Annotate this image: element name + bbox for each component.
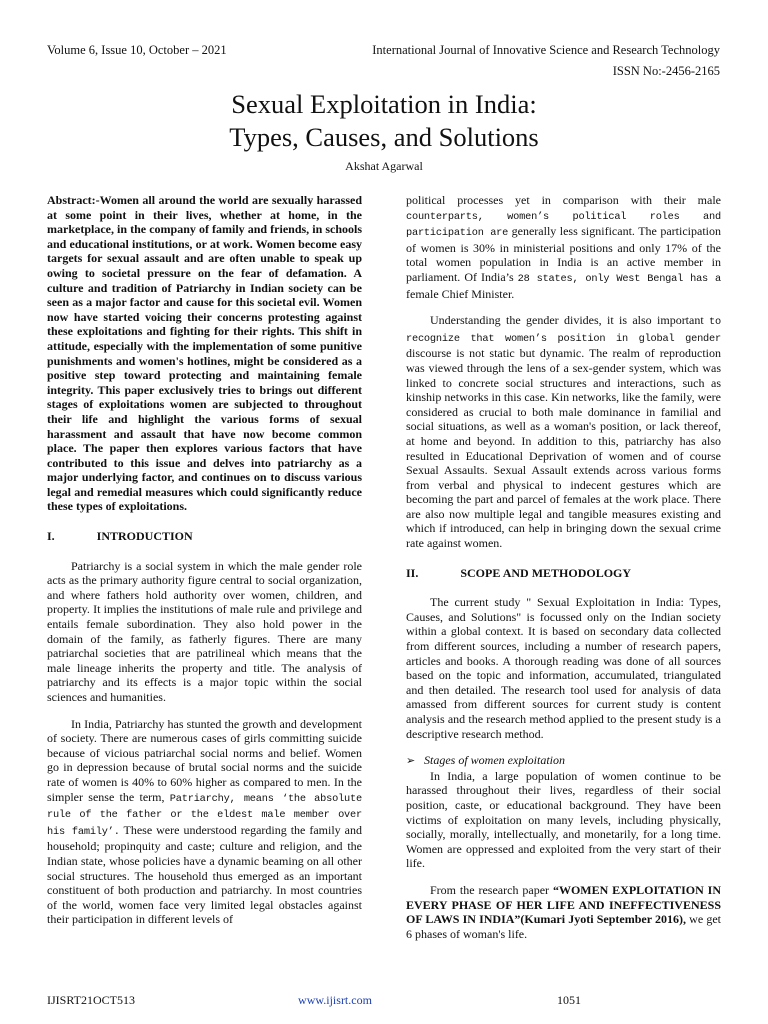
subheading-stages — [406, 753, 721, 769]
research-paper-citation: “WOMEN EXPLOITATION IN EVERY PHASE OF HER LIFE AND INEFFECTIVENESS OF LAWS IN INDIA”(Kumari Jyoti September 2016), — [406, 882, 721, 927]
section-title: INTRODUCTION — [96, 529, 193, 544]
abstract: Abstract:-Women all around the world are sexually harassed at some point in their lives, whether at home, in the marketplace, in the company of family and friends, in schools and educational institutions, or at work. Women become easy targets for sexual assault and are often unable to speak up owing to societal pressure on the fear of defamation. A culture and tradition of Patriarchy in Indian society can be seen as a major factor and cause for this societal evil. Women now have started voicing their concerns protesting against these exploitations and fighting for their rights. This shift in attitude, especially with the implementation of some punitive punishments and women's hotlines, might be considered as a positive step toward protecting and maintaining female integrity. This paper exclusively tries to brings out different stages of exploitations women are subjected to throughout their life and highlight the various forms of sexual harassment and assault that have now become common place. The paper then explores various factors that have contributed to this issue and delves into patriarchy as a major underlying factor, and continues on to discuss various legal and remedial measures which could significantly reduce these types of exploitations. — [47, 193, 362, 514]
title-line-1: Sexual Exploitation in India: — [231, 89, 537, 119]
header-issn: ISSN No:-2456-2165 — [612, 64, 720, 78]
right-p1-mono: counterparts, women’s political roles and participation are — [406, 210, 721, 240]
section-heading-introduction — [47, 529, 362, 544]
title-line-2: Types, Causes, and Solutions — [229, 122, 539, 152]
footer-url-wrap — [0, 993, 768, 1008]
intro-p2-text-b: These were understood regarding the family and household; propinquity and caste; culture and religion, and the Indian state, whose policies have a dynamic beaming on all other social structures. The household thus emerged as an important constituent of both production and patriarchy. In most countries of the world, women face very limited legal obstacles against their participation in different levels of — [47, 822, 362, 927]
paper-title — [0, 88, 768, 154]
right-p1-text-a: political processes yet in comparison with their male — [406, 193, 721, 207]
footer-page-number: 1051 — [557, 993, 581, 1007]
section-number: I. — [47, 529, 55, 544]
right-p1-text-b: generally less significant. The participation of women is 30% in ministerial positions and only 17% of the total women population in India is an active member in parliament. Of India’s — [406, 224, 721, 284]
research-p-text-a: From the research paper — [430, 882, 553, 897]
right-p1-text-c: female Chief Minister. — [406, 286, 515, 301]
intro-p2-text-a: In India, Patriarchy has stunted the growth and development of society. There are numerous cases of girls committing suicide because of vicious patriarchal social norms and belief. Women go in depression because of brutal social norms and the suicide rate of women is 40% to 60% higher as compared to men. In the simpler sense the term, — [47, 716, 362, 804]
right-p1-mono-2: 28 states, only West Bengal has a — [517, 272, 721, 285]
right-p2-mono: to recognize that women’s position in global gender — [406, 316, 721, 345]
header-volume: Volume 6, Issue 10, October – 2021 — [47, 43, 227, 57]
right-column — [406, 193, 721, 941]
right-paragraph-2 — [406, 313, 721, 551]
intro-paragraph-2 — [47, 717, 362, 927]
section-heading-scope — [406, 566, 721, 581]
scope-paragraph-1: The current study " Sexual Exploitation in India: Types, Causes, and Solutions" is focussed only on the Indian society within a global context. It is based on secondary data collected from different sources, including a number of research papers, articles and books. A thorough reading was done of all sources based on the topic and information, accumulated, triangulated and then detailed. The research tool used for analysis of data amassed from different sources for current study is content analysis and the research method applied to the present study is a descriptive research method. — [406, 595, 721, 741]
section-title: SCOPE AND METHODOLOGY — [460, 565, 632, 580]
left-column — [47, 193, 362, 927]
right-p2-text-b: discourse is not static but dynamic. The realm of reproduction was viewed through the lens of a sex-gender system, which was linked to concrete social structures and interactions, such as kinship networks in this case. Kin networks, like the family, were considered as crucial to both male dominance in familial and social situations, as well as a woman's position, or lack thereof, at home and beyond. In addition to this, patriarchy has also resulted in Educational Deprivation of women and of course Sexual Assaults. Sexual Assault extends across various forms from verbal and physical to indecent gestures which are becoming the part and parcel of females at the work place. There are also now multiple legal and tangible measures existing and which if introduced, can help in bringing down the sexual crime rate against women. — [406, 346, 721, 551]
author-name: Akshat Agarwal — [345, 159, 423, 173]
right-p2-text-a: Understanding the gender divides, it is also important — [430, 313, 710, 328]
patriarchy-definition-quote: Patriarchy, means ‘the absolute rule of the father or the eldest male member over his family’. — [47, 792, 362, 838]
research-p-text-b: we get 6 phases of woman's life. — [406, 912, 722, 941]
footer-paper-id: IJISRT21OCT513 — [47, 993, 135, 1007]
stages-paragraph: In India, a large population of women continue to be harassed throughout their lives, regardless of their social position, caste, or educational background. They have been victims of exploitation on many levels, including physically, socially, morally, intellectually, and monetarily, for a long time. Women are oppressed and exploited from the very start of their life. — [406, 768, 721, 871]
research-paper-paragraph — [406, 883, 721, 941]
right-paragraph-1 — [406, 193, 721, 301]
arrow-bullet-icon: ➢ — [406, 755, 416, 768]
subheading-text: Stages of women exploitation — [424, 753, 565, 768]
intro-paragraph-1: Patriarchy is a social system in which the male gender role acts as the primary authority figure central to social organization, and where fathers hold authority over women, children, and property. It implies the institutions of male rule and privilege and entails female subordination. They also hold power in the domain of the family, as fatherly figures. There are many patriarchal societies that are patrilineal which means that the male lineage inherits the property and title. The analysis of patriarchy and its effects is a major topic within the social sciences and humanities. — [47, 558, 362, 704]
header-journal-name: International Journal of Innovative Science and Research Technology — [372, 43, 720, 57]
footer-url-link[interactable]: www.ijisrt.com — [298, 993, 372, 1007]
section-number: II. — [406, 565, 419, 580]
